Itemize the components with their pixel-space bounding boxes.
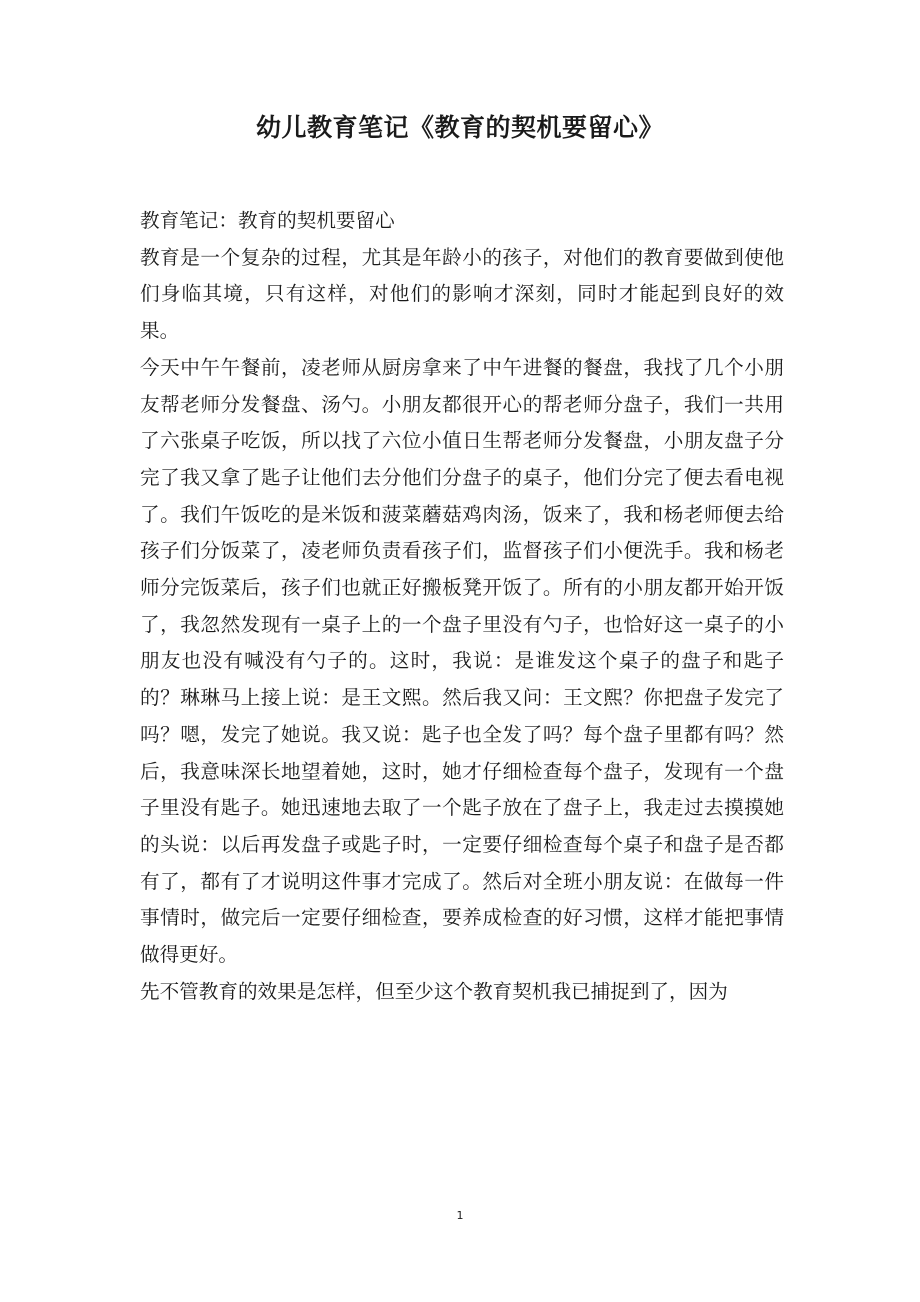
document-body bbox=[140, 203, 784, 1010]
paragraph-story: 今天中午午餐前，凌老师从厨房拿来了中午进餐的餐盘，我找了几个小朋友帮老师分发餐盘、汤勺。小朋友都很开心的帮老师分盘子，我们一共用了六张桌子吃饭，所以找了六位小值日生帮老师分发餐盘，小朋友盘子分完了我又拿了匙子让他们去分他们分盘子的桌子，他们分完了便去看电视了。我们午饭吃的是米饭和菠菜蘑菇鸡肉汤，饭来了，我和杨老师便去给孩子们分饭菜了，凌老师负责看孩子们，监督孩子们小便洗手。我和杨老师分完饭菜后，孩子们也就正好搬板凳开饭了。所有的小朋友都开始开饭了，我忽然发现有一桌子上的一个盘子里没有勺子，也恰好这一桌子的小朋友也没有喊没有勺子的。这时，我说：是谁发这个桌子的盘子和匙子的？琳琳马上接上说：是王文熙。然后我又问：王文熙？你把盘子发完了吗？嗯，发完了她说。我又说：匙子也全发了吗？每个盘子里都有吗？然后，我意味深长地望着她，这时，她才仔细检查每个盘子，发现有一个盘子里没有匙子。她迅速地去取了一个匙子放在了盘子上，我走过去摸摸她的头说：以后再发盘子或匙子时，一定要仔细检查每个桌子和盘子是否都有了，都有了才说明这件事才完成了。然后对全班小朋友说：在做每一件事情时，做完后一定要仔细检查，要养成检查的好习惯，这样才能把事情做得更好。 bbox=[140, 355, 784, 967]
paragraph-intro: 教育是一个复杂的过程，尤其是年龄小的孩子，对他们的教育要做到使他们身临其境，只有这样，对他们的影响才深刻，同时才能起到良好的效果。 bbox=[140, 245, 784, 343]
document-title: 幼儿教育笔记《教育的契机要留心》 bbox=[255, 113, 664, 142]
paragraph-reflection: 先不管教育的效果是怎样，但至少这个教育契机我已捕捉到了，因为 bbox=[140, 979, 728, 1003]
page-number: 1 bbox=[456, 1209, 464, 1222]
paragraph-subtitle: 教育笔记：教育的契机要留心 bbox=[140, 209, 395, 232]
